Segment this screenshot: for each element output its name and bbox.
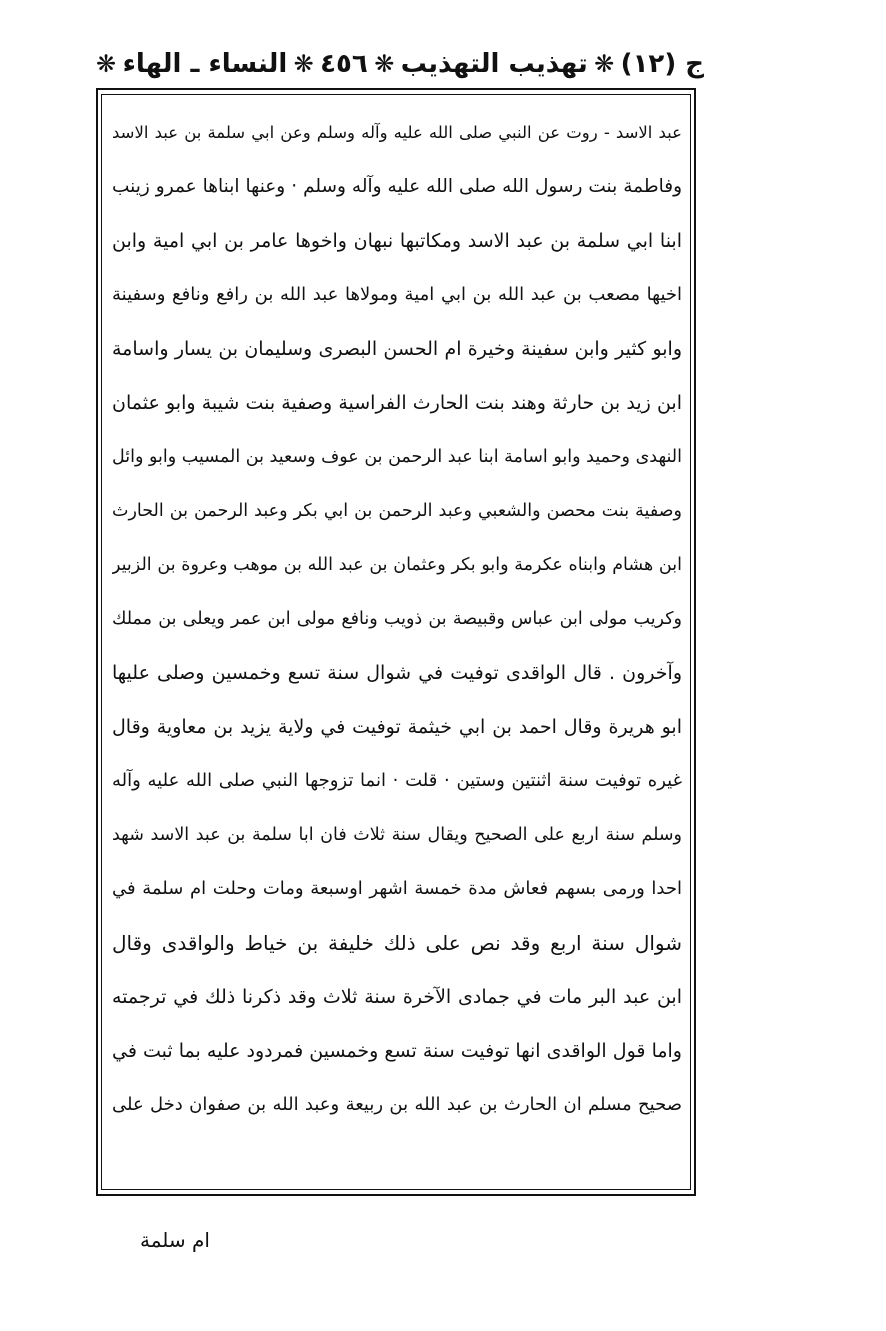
text-line: احدا ورمى بسهم فعاش مدة خمسة اشهر اوسبعة ومات وحلت ام سلمة في — [112, 878, 682, 899]
page-header — [92, 40, 704, 88]
text-line: اخيها مصعب بن عبد الله بن ابي امية ومولاها عبد الله بن رافع ونافع وسفينة — [112, 284, 682, 305]
ornament-icon: ❋ — [96, 50, 117, 78]
section-title: النساء ـ الهاء — [122, 49, 288, 79]
page-number: ٤٥٦ — [320, 49, 368, 79]
volume-label: ج (١٢) — [620, 49, 704, 79]
text-line: ابو هريرة وقال احمد بن ابي خيثمة توفيت في ولاية يزيد بن معاوية وقال — [112, 716, 682, 738]
text-line: ابن زيد بن حارثة وهند بنت الحارث الفراسية وصفية بنت شيبة وابو عثمان — [112, 392, 682, 414]
text-line: وكريب مولى ابن عباس وقبيصة بن ذويب ونافع مولى ابن عمر ويعلى بن مملك — [112, 609, 682, 629]
text-line: صحيح مسلم ان الحارث بن عبد الله بن ربيعة وعبد الله بن صفوان دخل على — [112, 1094, 682, 1115]
text-line: وآخرون . قال الواقدى توفيت في شوال سنة تسع وخمسين وصلى عليها — [112, 662, 682, 684]
ornament-icon: ❋ — [374, 50, 395, 78]
ornament-icon: ❋ — [594, 50, 615, 78]
text-line: عبد الاسد - روت عن النبي صلى الله عليه وآله وسلم وعن ابي سلمة بن عبد الاسد — [112, 123, 682, 142]
page-body — [112, 106, 682, 1186]
text-line: وصفية بنت محصن والشعبي وعبد الرحمن بن ابي بكر وعبد الرحمن بن الحارث — [112, 501, 682, 521]
text-line: ابن عبد البر مات في جمادى الآخرة سنة ثلاث وقد ذكرنا ذلك في ترجمته — [112, 986, 682, 1008]
text-line: واما قول الواقدى انها توفيت سنة تسع وخمسين فمردود عليه بما ثبت في — [112, 1040, 682, 1062]
text-line: ابنا ابي سلمة بن عبد الاسد ومكاتبها نبهان واخوها عامر بن ابي امية وابن — [112, 230, 682, 252]
text-line: وفاطمة بنت رسول الله صلى الله عليه وآله وسلم · وعنها ابناها عمرو زينب — [112, 176, 682, 197]
catchword: ام سلمة — [140, 1228, 210, 1252]
text-line: النهدى وحميد وابو اسامة ابنا عبد الرحمن بن عوف وسعيد بن المسيب وابو وائل — [112, 447, 682, 467]
ornament-icon: ❋ — [293, 50, 314, 78]
text-line: شوال سنة اربع وقد نص على ذلك خليفة بن خياط والواقدى وقال — [112, 931, 682, 955]
text-line: وابو كثير وابن سفينة وخيرة ام الحسن البصرى وسليمان بن يسار واسامة — [112, 338, 682, 360]
text-line: وسلم سنة اربع على الصحيح ويقال سنة ثلاث فان ابا سلمة بن عبد الاسد شهد — [112, 825, 682, 845]
text-line: غيره توفيت سنة اثنتين وستين · قلت · انما تزوجها النبي صلى الله عليه وآله — [112, 770, 682, 791]
text-line: ابن هشام وابناه عكرمة وابو بكر وعثمان بن عبد الله بن موهب وعروة بن الزبير — [112, 555, 682, 575]
book-title: تهذيب التهذيب — [400, 49, 588, 79]
